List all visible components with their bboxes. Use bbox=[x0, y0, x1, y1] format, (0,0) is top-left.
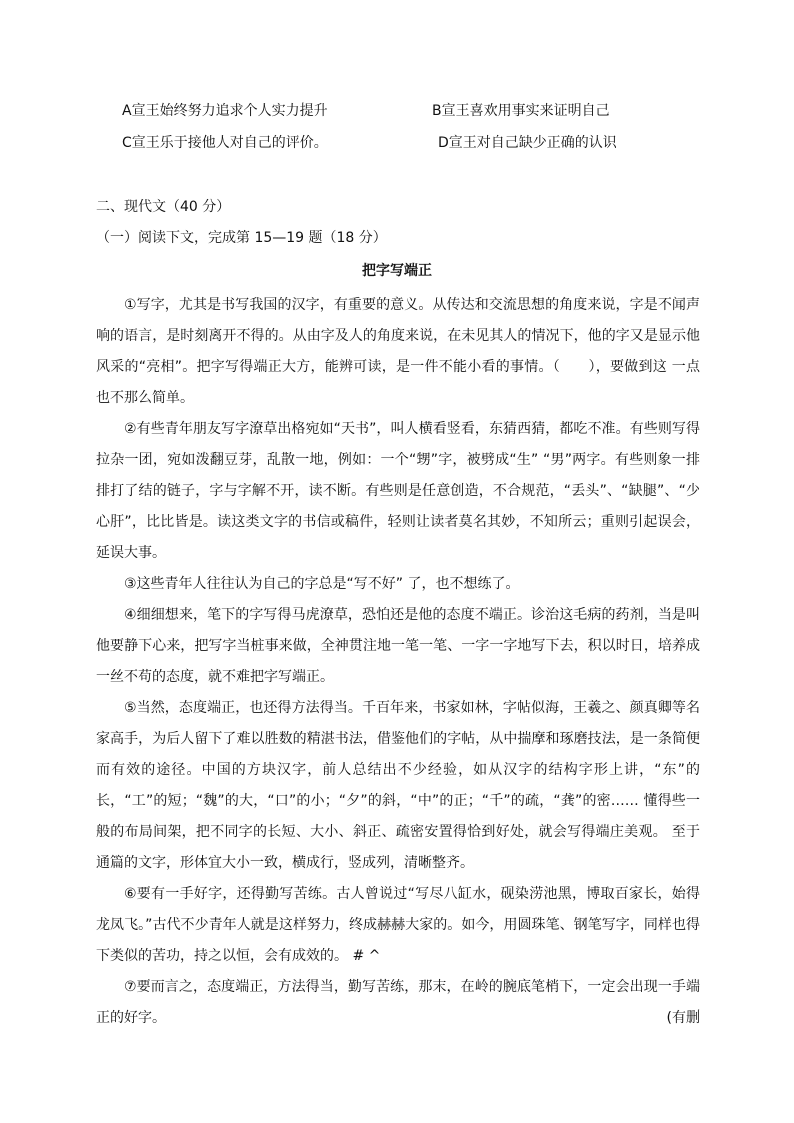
section-subheading: （一）阅读下文，完成第 15—19 题（18 分） bbox=[96, 230, 387, 246]
option-c: C宣王乐于接他人对自己的评价。 bbox=[122, 135, 328, 151]
paragraph-7 bbox=[96, 972, 700, 1034]
article-body bbox=[96, 290, 700, 1034]
paragraph-2: ②有些青年朋友写字潦草出格宛如“天书”，叫人横看竖看，东猜西猜，都吃不准。有些则写得拉杂一团，宛如泼翻豆芽，乱散一地，例如：一个“甥”字，被劈成“生” “男”两字。有些则象一排排打了结的链子，字与字解不开，读不断。有些则是任意创造，不合规范，“丢头”、“缺腿”、“少心肝”，比比皆是。读这类文字的书信或稿件，轻则让读者莫名其妙，不知所云；重则引起误会，延误大事。 bbox=[96, 421, 700, 561]
paragraph-1: ①写字，尤其是书写我国的汉字，有重要的意义。从传达和交流思想的角度来说，字是不闻声响的语言，是时刻离开不得的。从由字及人的角度来说，在未见其人的情况下，他的字又是显示他 风采的“亮相”。把字写得端正大方，能辨可读，是一件不能小看的事情。（ ），要做到这 一点也不那么简单。 bbox=[96, 297, 700, 406]
article-title: 把字写端正 bbox=[362, 263, 432, 279]
option-a: A宣王始终努力追求个人实力提升 bbox=[122, 103, 328, 119]
option-d: D宣王对自己缺少正确的认识 bbox=[438, 135, 617, 151]
paragraph-5: ⑤当然，态度端正，也还得方法得当。千百年来，书家如林，字帖似海，王羲之、颜真卿等名家高手，为后人留下了难以胜数的精湛书法，借鉴他们的字帖，从中揣摩和琢磨技法，是一条简便而有效的途径。中国的方块汉字，前人总结出不少经验，如从汉字的结构字形上讲，“东”的长，“工”的短；“魏”的大，“口”的小；“夕”的斜，“中”的正；“千”的疏，“龚”的密…… 懂得些一般的布局间架，把不同字的长短、大小、斜正、疏密安置得恰到好处，就会写得端庄美观。 至于通篇的文字，形体宜大小一致，横成行，竖成列，清晰整齐。 bbox=[96, 700, 700, 871]
paragraph-3: ③这些青年人往往认为自己的字总是“写不好” 了，也不想练了。 bbox=[124, 576, 520, 592]
paragraph-6: ⑥要有一手好字，还得勤写苦练。古人曾说过“写尽八缸水，砚染涝池黑，博取百家长，始得龙凤飞。”古代不少青年人就是这样努力，终成赫赫大家的。如今，用圆珠笔、钢笔写字，同样也得下类似的苦功，持之以恒，会有成效的。 # ^ bbox=[96, 886, 700, 964]
option-b: B宣王喜欢用事实来证明自己 bbox=[432, 103, 610, 119]
section-heading: 二、现代文（40 分） bbox=[96, 199, 231, 215]
source-note: (有删 bbox=[666, 1010, 700, 1026]
paragraph-4: ④细细想来，笔下的字写得马虎潦草，恐怕还是他的态度不端正。诊治这毛病的药剂，当是叫他要静下心来，把写字当桩事来做，全神贯注地一笔一笔、一字一字地写下去，积以时日，培养成 一丝不苟的态度，就不难把字写端正。 bbox=[96, 607, 700, 685]
paragraph-7-text: ⑦要而言之，态度端正，方法得当，勤写苦练，那末，在岭的腕底笔梢下，一定会出现一手端正的好字。 bbox=[96, 979, 700, 1026]
